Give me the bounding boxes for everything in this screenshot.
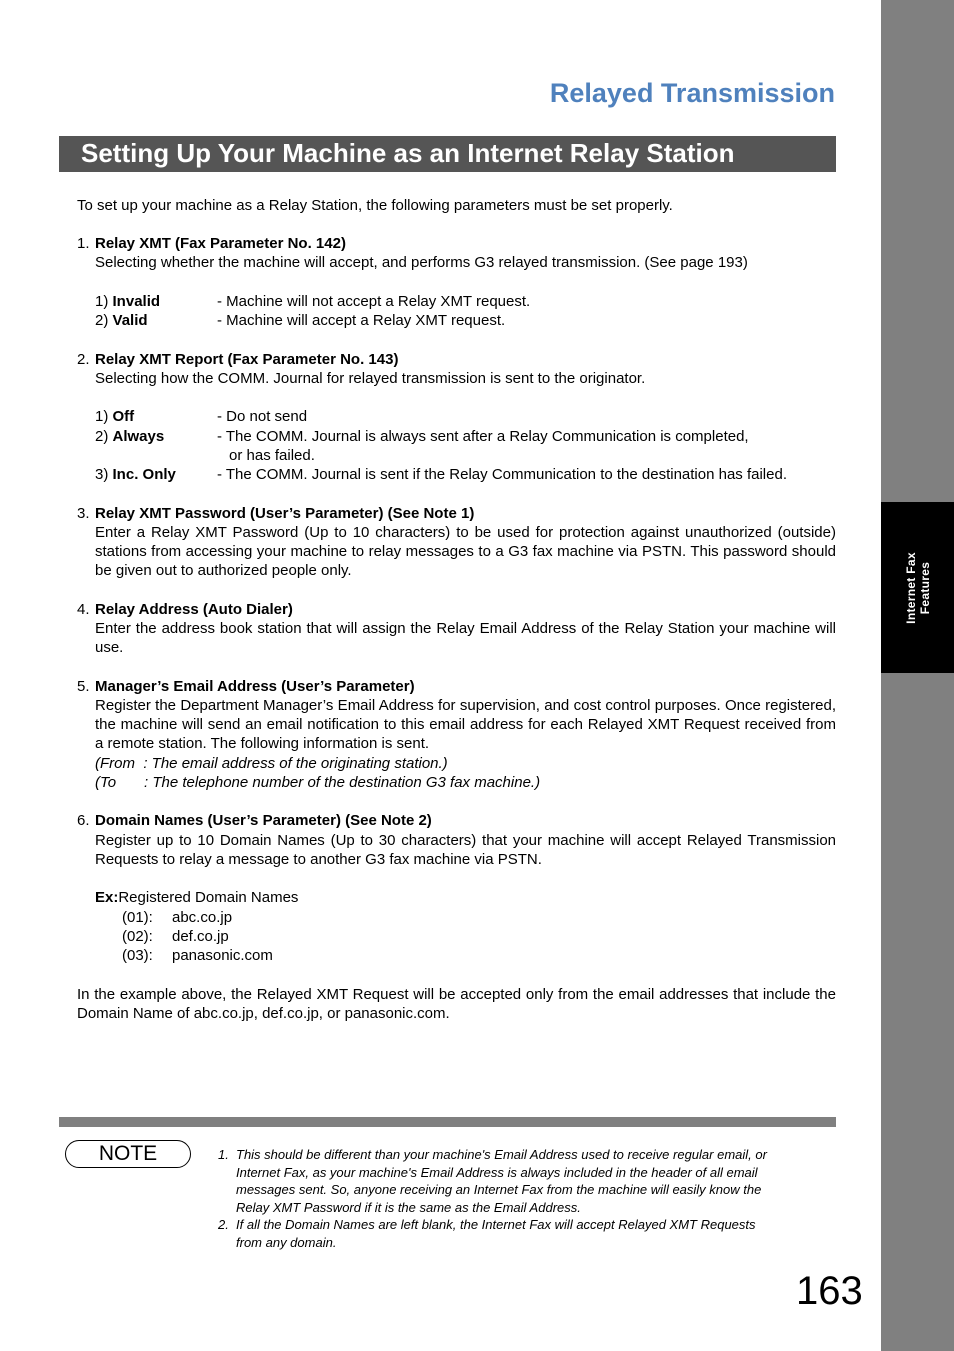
section-title: Setting Up Your Machine as an Internet Relay Station: [81, 138, 735, 168]
item-title: Relay XMT (Fax Parameter No. 142): [95, 235, 346, 252]
example-entry-value: panasonic.com: [172, 947, 273, 964]
item-2-heading: [77, 350, 398, 369]
note-1-line-1: This should be different than your machine's Email Address used to receive regular email, or: [236, 1147, 767, 1162]
item-1-description: Selecting whether the machine will accept, and performs G3 relayed transmission. (See page 193): [95, 254, 748, 271]
chapter-title: Relayed Transmission: [549, 78, 835, 108]
item-title: Domain Names (User’s Parameter) (See Note 2): [95, 812, 432, 829]
item-1-option-1-desc: - Machine will not accept a Relay XMT request.: [217, 293, 531, 310]
note-1-line-3: messages sent. So, anyone receiving an Internet Fax from the machine will easily know the: [236, 1182, 762, 1197]
example-entry-number: (01):: [122, 909, 153, 926]
note-1-line-2: Internet Fax, as your machine's Email Address is always included in the header of all email: [236, 1165, 758, 1180]
option-name: Invalid: [112, 293, 161, 310]
note-2-line-2: from any domain.: [236, 1235, 337, 1250]
item-5-heading: [77, 677, 415, 696]
chapter-side-tab: [881, 502, 954, 673]
option-name: Always: [112, 428, 165, 445]
item-5-info-from: [95, 754, 448, 773]
option-number: 2): [95, 312, 109, 329]
item-title: Relay Address (Auto Dialer): [95, 601, 293, 618]
note-2-number: 2.: [218, 1217, 229, 1232]
example-entry-number: (02):: [122, 928, 153, 945]
option-number: 1): [95, 408, 109, 425]
example-title: Registered Domain Names: [118, 889, 299, 906]
example-entry-value: def.co.jp: [172, 928, 229, 945]
item-title: Relay XMT Password (User’s Parameter) (See Note 1): [95, 505, 475, 522]
item-1-option-1: [95, 292, 160, 311]
item-1-heading: [77, 234, 346, 253]
item-2-option-2-desc: - The COMM. Journal is always sent after a Relay Communication is completed,: [217, 428, 749, 445]
item-2-option-2: [95, 427, 164, 446]
note-1-number: 1.: [218, 1147, 229, 1162]
item-number: 3.: [77, 505, 90, 522]
item-number: 6.: [77, 812, 90, 829]
option-number: 1): [95, 293, 109, 310]
closing-paragraph: In the example above, the Relayed XMT Request will be accepted only from the email addresses that include the Domain Name of abc.co.jp, def.co.jp, or panasonic.com.: [77, 986, 836, 1023]
item-number: 1.: [77, 235, 90, 252]
side-tab-label: [904, 552, 932, 624]
item-1-option-2: [95, 311, 148, 330]
item-3-description: Enter a Relay XMT Password (Up to 10 characters) to be used for protection against unauthorized (outside) stations from accessing your machine to relay messages to a G3 fax machine via PSTN. This password should be given out to authorized people only.: [95, 524, 836, 580]
item-2-description: Selecting how the COMM. Journal for relayed transmission is sent to the originator.: [95, 370, 646, 387]
info-key: (From: [95, 755, 135, 772]
item-2-option-2-desc-cont: or has failed.: [229, 447, 315, 464]
info-value: : The telephone number of the destination G3 fax machine.): [144, 774, 541, 791]
example-label: Ex:: [95, 889, 119, 906]
option-name: Valid: [112, 312, 148, 329]
item-1-option-2-desc: - Machine will accept a Relay XMT request.: [217, 312, 506, 329]
item-5-info-to: [95, 773, 540, 792]
item-number: 5.: [77, 678, 90, 695]
option-number: 2): [95, 428, 109, 445]
item-2-option-3: [95, 465, 176, 484]
item-2-option-1-desc: - Do not send: [217, 408, 308, 425]
info-key: (To: [95, 774, 117, 791]
side-margin-bar: [881, 0, 954, 1351]
side-tab-line-1: Internet Fax: [903, 551, 918, 624]
item-title: Manager’s Email Address (User’s Parameter): [95, 678, 415, 695]
section-title-bar: [59, 136, 836, 172]
item-5-description: Register the Department Manager’s Email Address for supervision, and cost control purposes. Once registered, the machine will send an email notification to this email address for each Relayed XMT Request received from a remote station. The following information is sent.: [95, 697, 836, 753]
option-name: Off: [112, 408, 135, 425]
item-number: 2.: [77, 351, 90, 368]
note-label: NOTE: [65, 1140, 191, 1168]
item-4-heading: [77, 600, 293, 619]
intro-paragraph: To set up your machine as a Relay Station, the following parameters must be set properly.: [77, 197, 673, 214]
item-3-heading: [77, 504, 474, 523]
item-6-heading: [77, 811, 432, 830]
side-tab-line-2: Features: [917, 561, 932, 614]
page-number: 163: [796, 1269, 863, 1313]
item-4-description: Enter the address book station that will assign the Relay Email Address of the Relay Station your machine will use.: [95, 620, 836, 657]
info-value: : The email address of the originating station.): [143, 755, 448, 772]
item-2-option-3-desc: - The COMM. Journal is sent if the Relay Communication to the destination has failed.: [217, 466, 787, 483]
option-number: 3): [95, 466, 109, 483]
note-1-line-4: Relay XMT Password if it is the same as the Email Address.: [236, 1200, 581, 1215]
note-2-line-1: If all the Domain Names are left blank, the Internet Fax will accept Relayed XMT Requests: [236, 1217, 756, 1232]
example-entry-number: (03):: [122, 947, 153, 964]
item-2-option-1: [95, 407, 134, 426]
example-entry-value: abc.co.jp: [172, 909, 233, 926]
example-heading: [95, 888, 298, 907]
item-number: 4.: [77, 601, 90, 618]
option-name: Inc. Only: [112, 466, 176, 483]
item-6-description: Register up to 10 Domain Names (Up to 30 characters) that your machine will accept Relayed Transmission Requests to relay a message to another G3 fax machine via PSTN.: [95, 832, 836, 869]
note-divider: [59, 1117, 836, 1127]
item-title: Relay XMT Report (Fax Parameter No. 143): [95, 351, 399, 368]
